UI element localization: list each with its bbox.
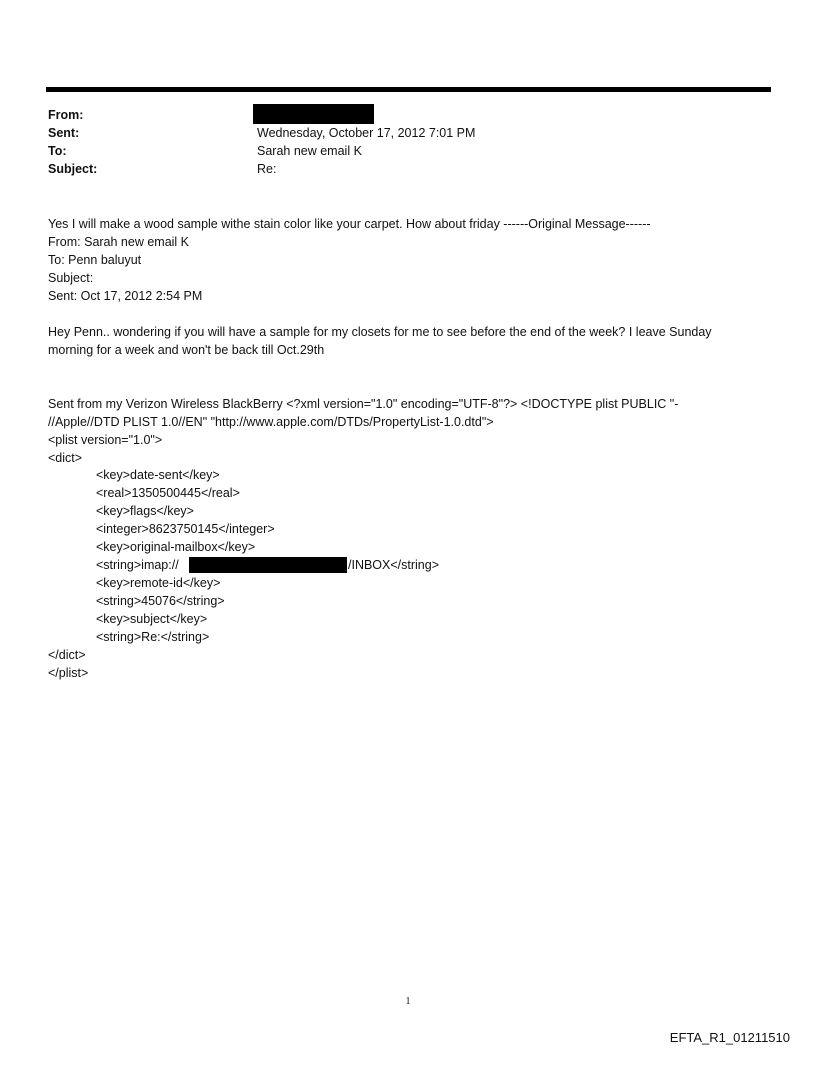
- sent-value: Wednesday, October 17, 2012 7:01 PM: [257, 126, 476, 140]
- redaction-from: [253, 104, 374, 124]
- plist-line: <key>subject</key>: [96, 612, 208, 626]
- body-line: From: Sarah new email K: [48, 235, 190, 249]
- body-line: Sent: Oct 17, 2012 2:54 PM: [48, 289, 203, 303]
- subject-label: Subject:: [48, 162, 98, 176]
- body-line: Yes I will make a wood sample withe stain color like your carpet. How about friday ------Original Message------: [48, 217, 651, 231]
- body-line: morning for a week and won't be back till Oct.29th: [48, 343, 325, 357]
- to-value: Sarah new email K: [257, 144, 362, 158]
- plist-line: </dict>: [48, 648, 86, 662]
- plist-line: <string>Re:</string>: [96, 630, 210, 644]
- header-rule: [46, 87, 771, 92]
- body-line: Subject:: [48, 271, 94, 285]
- redaction-mailbox: [189, 557, 347, 573]
- subject-value: Re:: [257, 162, 277, 176]
- plist-line: </plist>: [48, 666, 89, 680]
- plist-line: <dict>: [48, 451, 83, 465]
- plist-line: <key>original-mailbox</key>: [96, 540, 256, 554]
- sent-label: Sent:: [48, 126, 80, 140]
- plist-line: <plist version="1.0">: [48, 433, 163, 447]
- plist-line: <string>45076</string>: [96, 594, 225, 608]
- body-line: Sent from my Verizon Wireless BlackBerry <?xml version="1.0" encoding="UTF-8"?> <!DOCTYPE plist PUBLIC "-: [48, 397, 679, 411]
- plist-line: <key>remote-id</key>: [96, 576, 221, 590]
- plist-line: <key>flags</key>: [96, 504, 194, 518]
- page-number: 1: [405, 996, 411, 1007]
- plist-line: <real>1350500445</real>: [96, 486, 240, 500]
- body-line: Hey Penn.. wondering if you will have a sample for my closets for me to see before the end of the week? I leave Sunday: [48, 325, 712, 339]
- plist-line: <string>imap://: [96, 558, 179, 572]
- bates-number: EFTA_R1_01211510: [669, 1030, 790, 1045]
- from-label: From:: [48, 108, 84, 122]
- to-label: To:: [48, 144, 67, 158]
- plist-line: <integer>8623750145</integer>: [96, 522, 275, 536]
- body-line: To: Penn baluyut: [48, 253, 142, 267]
- plist-line: <key>date-sent</key>: [96, 468, 220, 482]
- body-line: //Apple//DTD PLIST 1.0//EN" "http://www.apple.com/DTDs/PropertyList-1.0.dtd">: [48, 415, 494, 429]
- plist-line: /INBOX</string>: [348, 558, 440, 572]
